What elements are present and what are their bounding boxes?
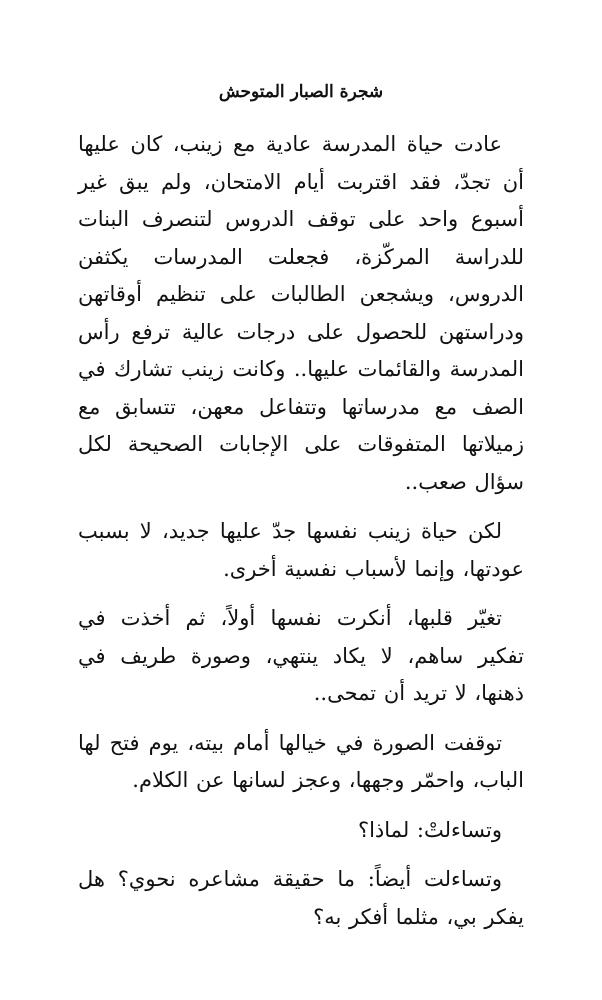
paragraph: وتساءلتْ: لماذا؟ xyxy=(357,817,502,842)
paragraph: وتساءلت أيضاً: ما حقيقة مشاعره نحوي؟ هل يفكر بي، مثلما أفكر به؟ xyxy=(78,867,524,929)
paragraph: تغيّر قلبها، أنكرت نفسها أولاً، ثم أخذت في تفكير ساهم، لا يكاد ينتهي، وصورة طريف في ذهنها، لا تريد أن تمحى.. xyxy=(78,606,524,705)
paragraph: لكن حياة زينب نفسها جدّ عليها جديد، لا بسبب عودتها، وإنما لأسباب نفسية أخرى. xyxy=(78,519,524,581)
book-page xyxy=(78,0,524,1000)
chapter-body xyxy=(78,126,524,948)
paragraph: عادت حياة المدرسة عادية مع زينب، كان عليها أن تجدّ، فقد اقتربت أيام الامتحان، ولم يبق غير أسبوع واحد على توقف الدروس لتنصرف البنات للدراسة المركّزة، فجعلت المدرسات يكثفن الدروس، ويشجعن الطالبات على تنظيم أوقاتهن ودراستهن للحصول على درجات عالية ترفع رأس المدرسة والقائمات عليها.. وكانت زينب تشارك في الصف مع مدرساتها وتتفاعل معهن، تتسابق مع زميلاتها المتفوقات على الإجابات الصحيحة لكل سؤال صعب.. xyxy=(78,132,524,494)
chapter-title: شجرة الصبار المتوحش xyxy=(218,82,384,102)
paragraph: توقفت الصورة في خيالها أمام بيته، يوم فتح لها الباب، واحمّر وجهها، وعجز لسانها عن الكلام. xyxy=(78,730,524,792)
